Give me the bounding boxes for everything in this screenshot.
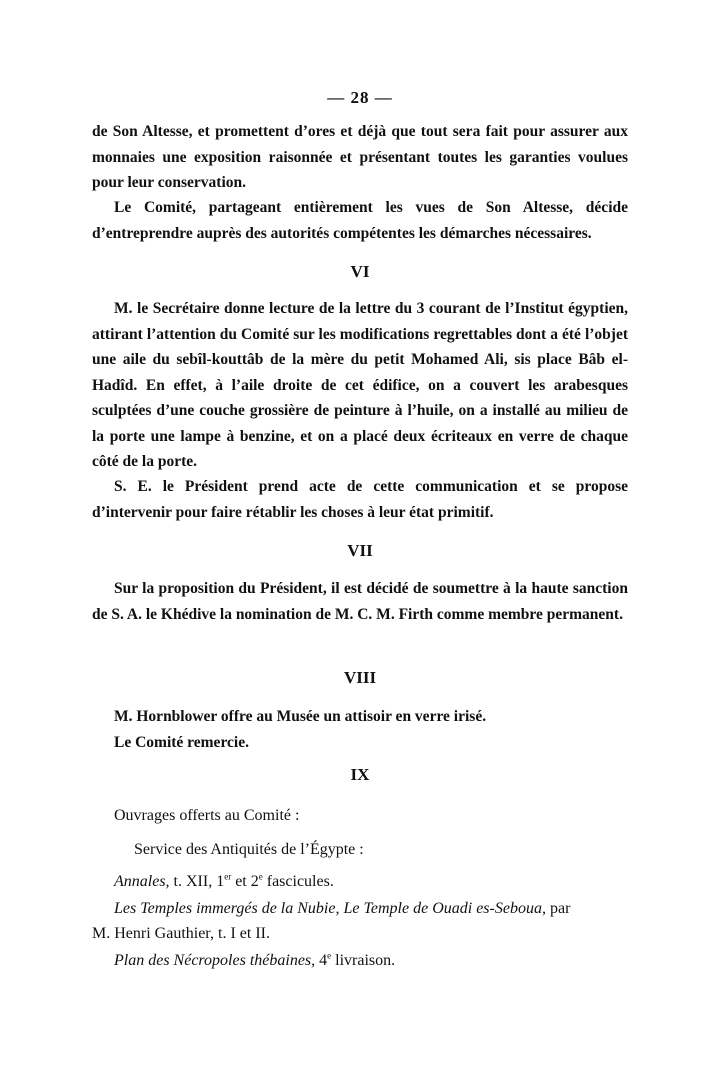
section-heading-vii: VII xyxy=(347,541,373,560)
ix-item-plan: Plan des Nécropoles thébaines, 4e livraison. xyxy=(114,950,396,969)
ix-item-temples-author: M. Henri Gauthier, t. I et II. xyxy=(92,925,270,942)
paragraph-president-response: S. E. le Président prend acte de cette communication et se propose d’intervenir pour faire rétablir les choses à leur état primitif. xyxy=(92,478,628,521)
paragraph-comite-thanks: Le Comité remercie. xyxy=(114,734,249,751)
ix-intro: Ouvrages offerts au Comité : xyxy=(114,807,300,824)
section-heading-viii: VIII xyxy=(343,668,377,687)
section-heading-vi: VI xyxy=(350,262,370,281)
ix-item-temples: Les Temples immergés de la Nubie, Le Temple de Ouadi es-Seboua, par xyxy=(114,900,571,917)
paragraph-firth-nomination: Sur la proposition du Président, il est décidé de soumettre à la haute sanction de S. A. le Khédive la nomination de M. C. M. Firth comme membre permanent. xyxy=(92,580,628,623)
plan-title: Plan des Nécropoles thébaines, xyxy=(114,952,316,969)
ix-item-annales: Annales, t. XII, 1er et 2e fascicules. xyxy=(114,871,334,890)
temples-title: Les Temples immergés de la Nubie, Le Temple de Ouadi es-Seboua, xyxy=(114,900,546,917)
paragraph-hornblower-gift: M. Hornblower offre au Musée un attisoir en verre irisé. xyxy=(114,708,487,725)
page-number: — 28 — xyxy=(327,88,393,107)
paragraph-continuation: de Son Altesse, et promettent d’ores et déjà que tout sera fait pour assurer aux monnaies une exposition raisonnée et présentant toutes les garanties voulues pour leur conservation. xyxy=(92,123,628,191)
paragraph-secretary-letter: M. le Secrétaire donne lecture de la lettre du 3 courant de l’Institut égyptien, attirant l’attention du Comité sur les modifications regrettables dont a été l’objet une aile du sebîl-kouttâb de la mère du petit Mohamed Ali, sis place Bâb el-Hadîd. En effet, à l’aile droite de cet édifice, on a couvert les arabesques sculptées d’une couche grossière de peinture à l’huile, on a installé au milieu de la porte une lampe à benzine, et on a placé deux écriteaux en verre de chaque côté de la porte. xyxy=(92,300,628,470)
annales-title: Annales, xyxy=(114,873,170,890)
section-heading-ix: IX xyxy=(350,765,370,784)
ix-service-heading: Service des Antiquités de l’Égypte : xyxy=(134,841,364,858)
paragraph-comite-decision: Le Comité, partageant entièrement les vues de Son Altesse, décide d’entreprendre auprès des autorités compétentes les démarches nécessaires. xyxy=(92,199,628,242)
